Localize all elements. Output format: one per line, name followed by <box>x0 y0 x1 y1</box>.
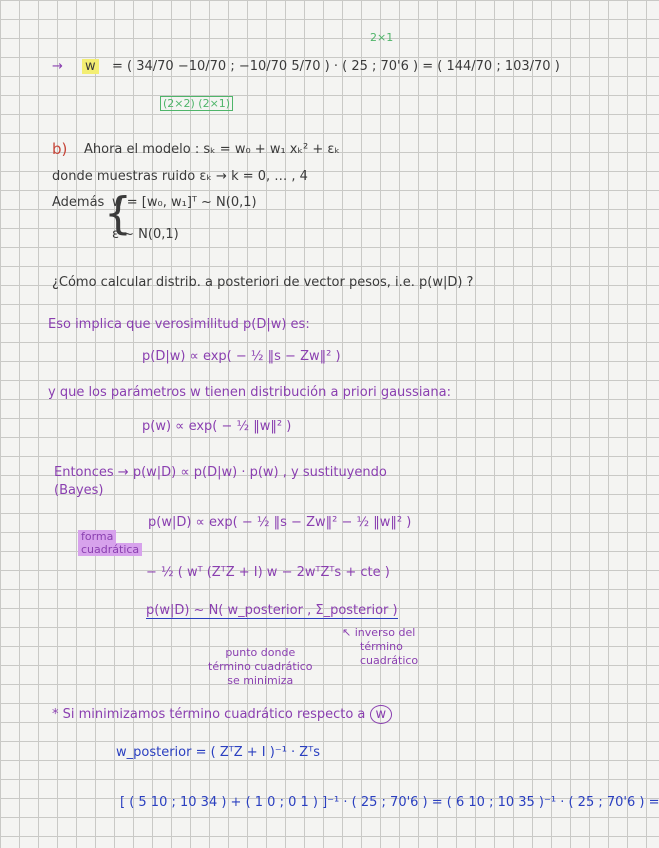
noise-line: donde muestras ruido εₖ → k = 0, … , 4 <box>52 169 308 184</box>
bayes-label: (Bayes) <box>54 483 104 498</box>
prior-formula: p(w) ∝ exp( − ½ ‖w‖² ) <box>142 419 292 434</box>
ademas-label: Además <box>52 195 105 210</box>
matrix-equation: = ( 34/70 −10/70 ; −10/70 5/70 ) · ( 25 ; 70'6 ) = ( 144/70 ; 103/70 ) <box>112 59 560 74</box>
question-line: ¿Cómo calcular distrib. a posteriori de vector pesos, i.e. p(w|D) ? <box>52 275 474 290</box>
dimension-note: 2×1 <box>370 31 394 44</box>
posterior-distribution: p(w|D) ~ N( w_posterior , Σ_posterior ) <box>146 603 398 618</box>
w-highlight: w <box>82 60 99 73</box>
w-prior: w = [w₀, w₁]ᵀ ~ N(0,1) <box>112 195 257 210</box>
likelihood-formula: p(D|w) ∝ exp( − ½ ‖s − Zw‖² ) <box>142 349 341 364</box>
final-computation: [ ( 5 10 ; 10 34 ) + ( 1 0 ; 0 1 ) ]⁻¹ · ( 25 ; 70'6 ) = ( 6 10 ; 10 35 )⁻¹ · ( 25 ; 70'6 ) = <box>120 795 659 810</box>
brace: { <box>104 188 132 239</box>
likelihood-intro: Eso implica que verosimilitud p(D|w) es: <box>48 317 310 332</box>
w-posterior-formula: w_posterior = ( ZᵀZ + I )⁻¹ · Zᵀs <box>116 745 320 760</box>
expanded-form: − ½ ( wᵀ (ZᵀZ + I) w − 2wᵀZᵀs + cte ) <box>146 565 390 580</box>
prior-intro: y que los parámetros w tienen distribución a priori gaussiana: <box>48 385 451 400</box>
eps-prior: ε ~ N(0,1) <box>112 227 179 242</box>
quadratic-form-tag: forma cuadrática <box>78 530 142 556</box>
note-point: punto donde término cuadrático se minimiza <box>208 646 313 687</box>
note-inverse: ↖ inverso del término cuadrático <box>342 626 419 667</box>
minimize-line: * Si minimizamos término cuadrático respecto a w <box>52 708 392 721</box>
model-line: Ahora el modelo : sₖ = w₀ + w₁ xₖ² + εₖ <box>84 142 340 157</box>
bayes-line: Entonces → p(w|D) ∝ p(D|w) · p(w) , y sustituyendo <box>54 465 387 480</box>
posterior-exp: p(w|D) ∝ exp( − ½ ‖s − Zw‖² − ½ ‖w‖² ) <box>148 515 412 530</box>
dimension-boxes: (2×2) (2×1) <box>160 98 233 109</box>
part-b-label: b) <box>52 140 68 158</box>
arrow-marker: → <box>52 59 63 74</box>
